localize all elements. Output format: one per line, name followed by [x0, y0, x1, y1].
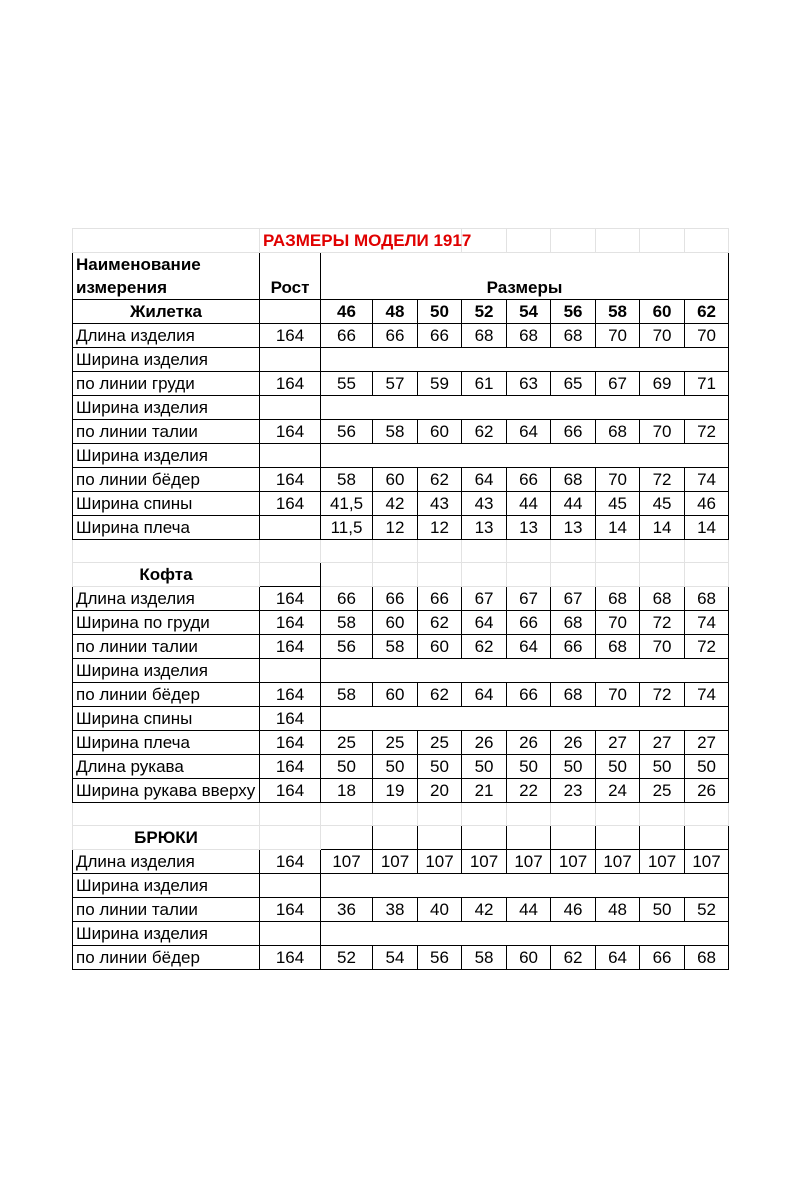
measurement-label: по линии талии	[73, 420, 260, 444]
size-value: 42	[373, 492, 418, 516]
size-value: 66	[321, 324, 373, 348]
size-value: 66	[551, 635, 596, 659]
measurement-label: Длина рукава	[73, 755, 260, 779]
size-header: 60	[640, 300, 685, 324]
size-value: 19	[373, 779, 418, 803]
spacer-row	[73, 803, 729, 826]
size-value: 68	[551, 683, 596, 707]
size-value: 62	[551, 946, 596, 970]
height-value: 164	[260, 611, 321, 635]
measurement-label: Ширина изделия	[73, 348, 260, 372]
height-value: 164	[260, 635, 321, 659]
size-value: 66	[373, 324, 418, 348]
size-value: 107	[596, 850, 640, 874]
measurement-label: Ширина спины	[73, 492, 260, 516]
size-value: 13	[462, 516, 507, 540]
size-value: 50	[373, 755, 418, 779]
height-value	[260, 444, 321, 468]
height-value	[260, 348, 321, 372]
measurement-row	[73, 324, 729, 348]
size-value: 50	[321, 755, 373, 779]
size-value: 57	[373, 372, 418, 396]
size-value: 59	[418, 372, 462, 396]
size-value: 70	[596, 683, 640, 707]
size-value: 60	[373, 468, 418, 492]
size-value: 68	[596, 587, 640, 611]
size-value: 63	[507, 372, 551, 396]
size-value: 55	[321, 372, 373, 396]
header-name-line1: Наименование	[73, 253, 260, 277]
size-value: 26	[551, 731, 596, 755]
measurement-row	[73, 683, 729, 707]
size-value: 58	[321, 468, 373, 492]
size-value: 72	[685, 635, 729, 659]
measurement-label: по линии бёдер	[73, 468, 260, 492]
section-title: Кофта	[73, 563, 260, 587]
size-value: 24	[596, 779, 640, 803]
size-header: 54	[507, 300, 551, 324]
size-header: 48	[373, 300, 418, 324]
measurement-row	[73, 611, 729, 635]
measurement-row	[73, 396, 729, 420]
size-value: 45	[640, 492, 685, 516]
size-value: 107	[321, 850, 373, 874]
header-name-line2: измерения	[73, 276, 260, 300]
height-value: 164	[260, 731, 321, 755]
size-value: 64	[462, 468, 507, 492]
size-value: 68	[507, 324, 551, 348]
size-value: 25	[373, 731, 418, 755]
size-value: 26	[507, 731, 551, 755]
measurement-label: Длина изделия	[73, 324, 260, 348]
size-value: 21	[462, 779, 507, 803]
height-value: 164	[260, 468, 321, 492]
height-value: 164	[260, 587, 321, 611]
size-value: 14	[596, 516, 640, 540]
size-value: 50	[685, 755, 729, 779]
measurement-label: по линии талии	[73, 635, 260, 659]
size-value: 13	[551, 516, 596, 540]
size-value: 74	[685, 611, 729, 635]
measurement-label: Ширина плеча	[73, 516, 260, 540]
title-row	[73, 229, 729, 253]
size-value: 66	[418, 324, 462, 348]
size-value: 58	[373, 635, 418, 659]
size-value: 60	[507, 946, 551, 970]
size-value: 66	[507, 611, 551, 635]
size-value: 58	[321, 683, 373, 707]
header-sizes: Размеры	[321, 276, 729, 300]
size-value: 46	[551, 898, 596, 922]
size-value: 68	[551, 611, 596, 635]
size-header: 58	[596, 300, 640, 324]
size-value: 68	[685, 587, 729, 611]
size-value: 38	[373, 898, 418, 922]
size-value: 64	[462, 611, 507, 635]
size-value: 68	[596, 420, 640, 444]
size-header: 52	[462, 300, 507, 324]
measurement-label: Длина изделия	[73, 850, 260, 874]
size-value: 107	[640, 850, 685, 874]
size-value: 60	[373, 683, 418, 707]
measurement-label: Ширина изделия	[73, 922, 260, 946]
size-value: 46	[685, 492, 729, 516]
size-value: 70	[596, 611, 640, 635]
measurement-label: Ширина спины	[73, 707, 260, 731]
size-value: 43	[462, 492, 507, 516]
size-value: 68	[551, 468, 596, 492]
height-value	[260, 922, 321, 946]
size-value: 20	[418, 779, 462, 803]
height-value: 164	[260, 755, 321, 779]
size-value: 25	[321, 731, 373, 755]
measurement-label: по линии бёдер	[73, 946, 260, 970]
size-value: 26	[685, 779, 729, 803]
size-value: 52	[685, 898, 729, 922]
size-value: 64	[507, 635, 551, 659]
size-value: 50	[462, 755, 507, 779]
measurement-label: Ширина изделия	[73, 396, 260, 420]
height-value: 164	[260, 420, 321, 444]
size-value: 107	[462, 850, 507, 874]
size-value: 56	[418, 946, 462, 970]
height-value	[260, 874, 321, 898]
size-value: 107	[685, 850, 729, 874]
measurement-label: Ширина изделия	[73, 444, 260, 468]
size-value: 66	[640, 946, 685, 970]
section-title: Жилетка	[73, 300, 260, 324]
size-header: 46	[321, 300, 373, 324]
size-value: 66	[507, 683, 551, 707]
size-value: 56	[321, 420, 373, 444]
size-header: 50	[418, 300, 462, 324]
height-value: 164	[260, 324, 321, 348]
size-value: 42	[462, 898, 507, 922]
size-value: 61	[462, 372, 507, 396]
size-value: 68	[685, 946, 729, 970]
size-value: 66	[507, 468, 551, 492]
size-value: 58	[462, 946, 507, 970]
measurement-row	[73, 707, 729, 731]
measurement-row	[73, 755, 729, 779]
size-value: 64	[596, 946, 640, 970]
size-value: 50	[551, 755, 596, 779]
measurement-label: Ширина изделия	[73, 874, 260, 898]
measurement-row	[73, 420, 729, 444]
height-value: 164	[260, 850, 321, 874]
measurement-label: Ширина по груди	[73, 611, 260, 635]
size-value: 27	[685, 731, 729, 755]
measurement-row	[73, 444, 729, 468]
size-value: 60	[373, 611, 418, 635]
header-height: Рост	[260, 276, 321, 300]
size-value: 27	[640, 731, 685, 755]
measurement-label: по линии талии	[73, 898, 260, 922]
height-value: 164	[260, 946, 321, 970]
size-value: 26	[462, 731, 507, 755]
spacer-row	[73, 540, 729, 563]
size-value: 70	[640, 324, 685, 348]
measurement-row	[73, 731, 729, 755]
size-value: 23	[551, 779, 596, 803]
size-value: 72	[640, 683, 685, 707]
measurement-label: по линии груди	[73, 372, 260, 396]
size-value: 27	[596, 731, 640, 755]
size-value: 64	[462, 683, 507, 707]
size-value: 107	[373, 850, 418, 874]
measurement-row	[73, 874, 729, 898]
size-value: 62	[418, 683, 462, 707]
size-value: 64	[507, 420, 551, 444]
size-value: 41,5	[321, 492, 373, 516]
size-value: 11,5	[321, 516, 373, 540]
size-value: 72	[640, 611, 685, 635]
size-header: 56	[551, 300, 596, 324]
measurement-row	[73, 922, 729, 946]
size-value: 74	[685, 468, 729, 492]
size-value: 44	[551, 492, 596, 516]
measurement-row	[73, 516, 729, 540]
height-value: 164	[260, 372, 321, 396]
header-row-2	[73, 276, 729, 300]
size-value: 70	[596, 468, 640, 492]
size-value: 36	[321, 898, 373, 922]
size-value: 66	[321, 587, 373, 611]
size-value: 52	[321, 946, 373, 970]
size-value: 44	[507, 898, 551, 922]
size-value: 67	[551, 587, 596, 611]
size-value: 72	[640, 468, 685, 492]
header-row-1	[73, 253, 729, 277]
size-value: 72	[685, 420, 729, 444]
size-value: 25	[640, 779, 685, 803]
size-value: 107	[418, 850, 462, 874]
size-value: 22	[507, 779, 551, 803]
size-value: 62	[418, 611, 462, 635]
measurement-row	[73, 898, 729, 922]
size-value: 62	[462, 420, 507, 444]
size-value: 50	[507, 755, 551, 779]
size-value: 70	[596, 324, 640, 348]
size-value: 68	[596, 635, 640, 659]
size-value: 14	[685, 516, 729, 540]
measurement-row	[73, 492, 729, 516]
measurement-row	[73, 659, 729, 683]
section-header-trousers	[73, 826, 729, 850]
size-value: 44	[507, 492, 551, 516]
measurement-row	[73, 850, 729, 874]
height-value	[260, 516, 321, 540]
size-value: 67	[507, 587, 551, 611]
page-title: РАЗМЕРЫ МОДЕЛИ 1917	[260, 229, 462, 253]
height-value: 164	[260, 779, 321, 803]
size-value: 66	[418, 587, 462, 611]
section-header-jacket	[73, 563, 729, 587]
height-value: 164	[260, 898, 321, 922]
size-value: 70	[640, 635, 685, 659]
measurement-row	[73, 468, 729, 492]
size-value: 68	[640, 587, 685, 611]
size-value: 60	[418, 635, 462, 659]
height-value	[260, 659, 321, 683]
size-value: 70	[640, 420, 685, 444]
size-value: 50	[418, 755, 462, 779]
size-value: 12	[418, 516, 462, 540]
measurement-label: Длина изделия	[73, 587, 260, 611]
measurement-row	[73, 635, 729, 659]
size-value: 66	[373, 587, 418, 611]
section-header-vest	[73, 300, 729, 324]
size-value: 40	[418, 898, 462, 922]
size-value: 107	[551, 850, 596, 874]
size-header: 62	[685, 300, 729, 324]
size-value: 12	[373, 516, 418, 540]
size-value: 18	[321, 779, 373, 803]
size-value: 54	[373, 946, 418, 970]
measurement-row	[73, 946, 729, 970]
size-value: 50	[596, 755, 640, 779]
measurement-row	[73, 779, 729, 803]
measurement-label: Ширина изделия	[73, 659, 260, 683]
size-value: 60	[418, 420, 462, 444]
size-value: 58	[321, 611, 373, 635]
size-value: 71	[685, 372, 729, 396]
size-value: 13	[507, 516, 551, 540]
size-value: 50	[640, 755, 685, 779]
measurement-row	[73, 587, 729, 611]
size-value: 50	[640, 898, 685, 922]
size-value: 45	[596, 492, 640, 516]
section-title: БРЮКИ	[73, 826, 260, 850]
size-value: 62	[462, 635, 507, 659]
height-value: 164	[260, 492, 321, 516]
size-value: 69	[640, 372, 685, 396]
size-value: 62	[418, 468, 462, 492]
size-value: 43	[418, 492, 462, 516]
size-value: 67	[462, 587, 507, 611]
measurement-label: по линии бёдер	[73, 683, 260, 707]
height-value: 164	[260, 707, 321, 731]
size-value: 58	[373, 420, 418, 444]
size-value: 74	[685, 683, 729, 707]
size-value: 68	[551, 324, 596, 348]
size-value: 48	[596, 898, 640, 922]
height-value	[260, 396, 321, 420]
size-value: 56	[321, 635, 373, 659]
size-value: 65	[551, 372, 596, 396]
size-value: 66	[551, 420, 596, 444]
size-chart-table	[72, 228, 729, 970]
size-chart-sheet	[72, 228, 728, 970]
size-value: 68	[462, 324, 507, 348]
measurement-label: Ширина рукава вверху	[73, 779, 260, 803]
measurement-row	[73, 348, 729, 372]
size-value: 107	[507, 850, 551, 874]
size-value: 67	[596, 372, 640, 396]
size-value: 70	[685, 324, 729, 348]
size-value: 14	[640, 516, 685, 540]
measurement-label: Ширина плеча	[73, 731, 260, 755]
height-value: 164	[260, 683, 321, 707]
measurement-row	[73, 372, 729, 396]
size-value: 25	[418, 731, 462, 755]
